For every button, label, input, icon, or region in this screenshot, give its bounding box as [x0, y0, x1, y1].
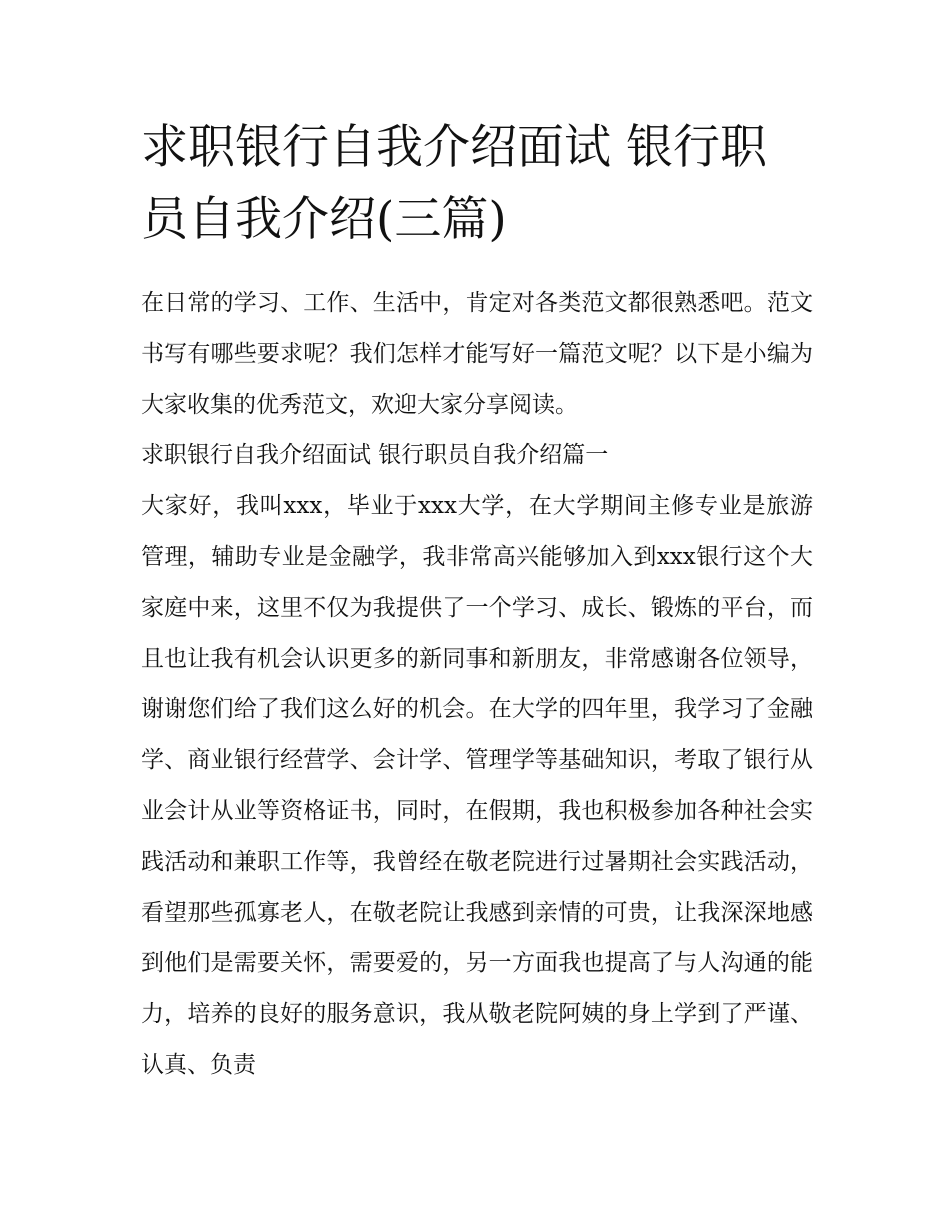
document-title: 求职银行自我介绍面试 银行职员自我介绍(三篇) [141, 120, 767, 247]
intro-paragraph: 在日常的学习、工作、生活中，肯定对各类范文都很熟悉吧。范文书写有哪些要求呢？我们怎样才能写好一篇范文呢？以下是小编为大家收集的优秀范文，欢迎大家分享阅读。 [141, 290, 813, 418]
document-page [141, 112, 813, 1091]
document-body [141, 278, 813, 1091]
body-paragraph: 大家好，我叫xxx，毕业于xxx大学，在大学期间主修专业是旅游管理，辅助专业是金融学，我非常高兴能够加入到xxx银行这个大家庭中来，这里不仅为我提供了一个学习、成长、锻炼的平台，而且也让我有机会认识更多的新同事和新朋友，非常感谢各位领导，谢谢您们给了我们这么好的机会。在大学的四年里，我学习了金融学、商业银行经营学、会计学、管理学等基础知识，考取了银行从业会计从业等资格证书，同时，在假期，我也积极参加各种社会实践活动和兼职工作等，我曾经在敬老院进行过暑期社会实践活动，看望那些孤寡老人，在敬老院让我感到亲情的可贵，让我深深地感到他们是需要关怀，需要爱的，另一方面我也提高了与人沟通的能力，培养的良好的服务意识，我从敬老院阿姨的身上学到了严谨、认真、负责 [141, 493, 813, 1078]
section-heading: 求职银行自我介绍面试 银行职员自我介绍篇一 [141, 442, 609, 469]
